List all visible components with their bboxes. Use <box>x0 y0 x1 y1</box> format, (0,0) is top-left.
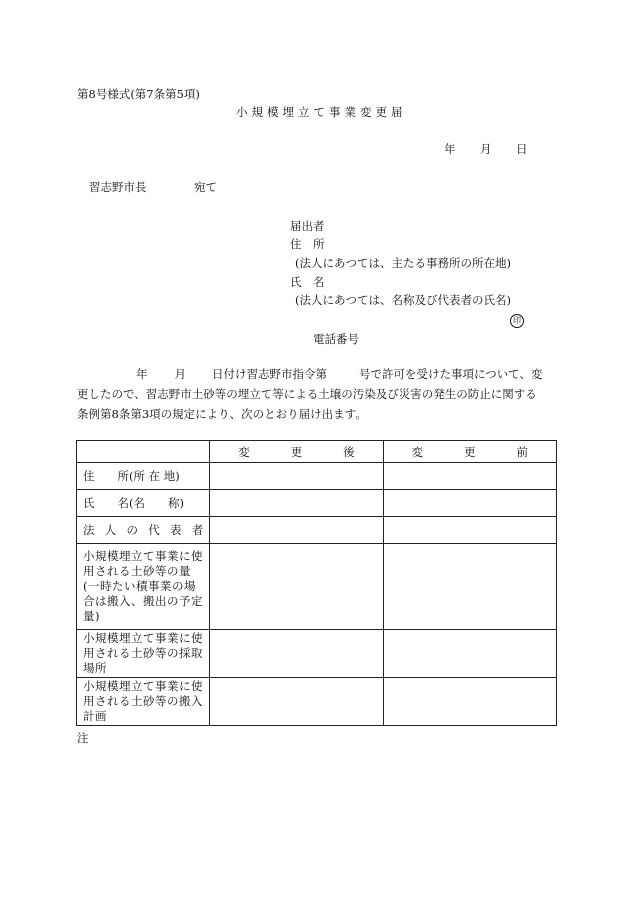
date-month: 月 <box>480 142 492 156</box>
table-row <box>77 630 557 678</box>
table-header-row <box>77 441 557 463</box>
body-line-1 <box>77 364 557 384</box>
body-permit-text: 号で許可を受けた事項について、変 <box>359 367 543 381</box>
representative-after-cell[interactable] <box>210 517 383 544</box>
table-row <box>77 517 557 544</box>
soil-source-after-cell[interactable] <box>210 630 383 678</box>
row-label-delivery-plan: 小規模埋立て事業に使 用される土砂等の搬入 計画 <box>77 678 210 726</box>
table-row <box>77 544 557 630</box>
address-after-cell[interactable] <box>210 463 383 490</box>
header-after-cell <box>210 441 383 463</box>
address-label: 住 所 <box>290 237 325 251</box>
header-after-char: 更 <box>290 444 303 459</box>
addressee-suffix: 宛て <box>194 180 217 194</box>
row-label-soil-source: 小規模埋立て事業に使 用される土砂等の採取 場所 <box>77 630 210 678</box>
notifier-heading: 届出者 <box>290 219 325 233</box>
body-month: 月 <box>174 367 186 381</box>
row-label-char: の <box>126 523 138 537</box>
body-line-2: 更したので、習志野市土砂等の埋立て等による土壌の汚染及び災害の発生の防止に関する <box>77 387 537 401</box>
table-row <box>77 490 557 517</box>
row-label-sub: (名 称) <box>129 496 184 510</box>
header-after-char: 変 <box>238 444 250 459</box>
name-label: 氏 名 <box>290 275 325 289</box>
row-label-text: 住 所 <box>83 469 129 483</box>
header-before-char: 前 <box>516 444 528 459</box>
representative-before-cell[interactable] <box>383 517 556 544</box>
body-year: 年 <box>136 367 148 381</box>
row-label-sub: (所 在 地) <box>129 469 180 483</box>
row-label-text: 氏 名 <box>83 496 129 510</box>
row-label-name <box>77 490 210 517</box>
row-label-char: 代 <box>148 523 160 537</box>
row-label-char: 法 <box>83 523 95 537</box>
row-label-char: 表 <box>170 523 182 537</box>
table-row <box>77 678 557 726</box>
address-before-cell[interactable] <box>383 463 556 490</box>
row-label-address <box>77 463 210 490</box>
name-before-cell[interactable] <box>383 490 556 517</box>
delivery-plan-before-cell[interactable] <box>383 678 556 726</box>
delivery-plan-after-cell[interactable] <box>210 678 383 726</box>
name-after-cell[interactable] <box>210 490 383 517</box>
addressee-name: 習志野市長 <box>89 180 147 194</box>
row-label-representative <box>77 517 210 544</box>
row-label-char: 者 <box>191 523 204 537</box>
note-label: 注 <box>77 731 89 745</box>
row-label-soil-quantity: 小規模埋立て事業に使 用される土砂等の量 (一時たい積事業の場 合は搬入、搬出の予定 量) <box>77 544 210 630</box>
change-table <box>76 440 557 726</box>
name-note: (法人にあつては、名称及び代表者の氏名) <box>295 293 511 307</box>
soil-quantity-before-cell[interactable] <box>383 544 556 630</box>
seal-mark: 印 <box>510 314 524 328</box>
header-before-cell <box>383 441 556 463</box>
soil-source-before-cell[interactable] <box>383 630 556 678</box>
date-year: 年 <box>444 142 456 156</box>
form-number: 第8号様式(第7条第5項) <box>77 87 200 101</box>
address-note: (法人にあつては、主たる事務所の所在地) <box>295 256 511 270</box>
body-paragraph <box>77 364 557 424</box>
header-before-char: 更 <box>464 444 476 459</box>
document-title: 小規模埋立て事業変更届 <box>236 105 407 119</box>
body-line-3: 条例第8条第3項の規定により、次のとおり届け出ます。 <box>77 407 367 421</box>
table-row <box>77 463 557 490</box>
body-date-text: 日付け習志野市指令第 <box>212 367 327 381</box>
header-blank-cell <box>77 441 210 463</box>
header-before-char: 変 <box>411 444 424 459</box>
header-after-char: 後 <box>343 444 355 459</box>
row-label-char: 人 <box>104 523 117 537</box>
date-day: 日 <box>516 142 528 156</box>
phone-label: 電話番号 <box>313 332 359 346</box>
soil-quantity-after-cell[interactable] <box>210 544 383 630</box>
